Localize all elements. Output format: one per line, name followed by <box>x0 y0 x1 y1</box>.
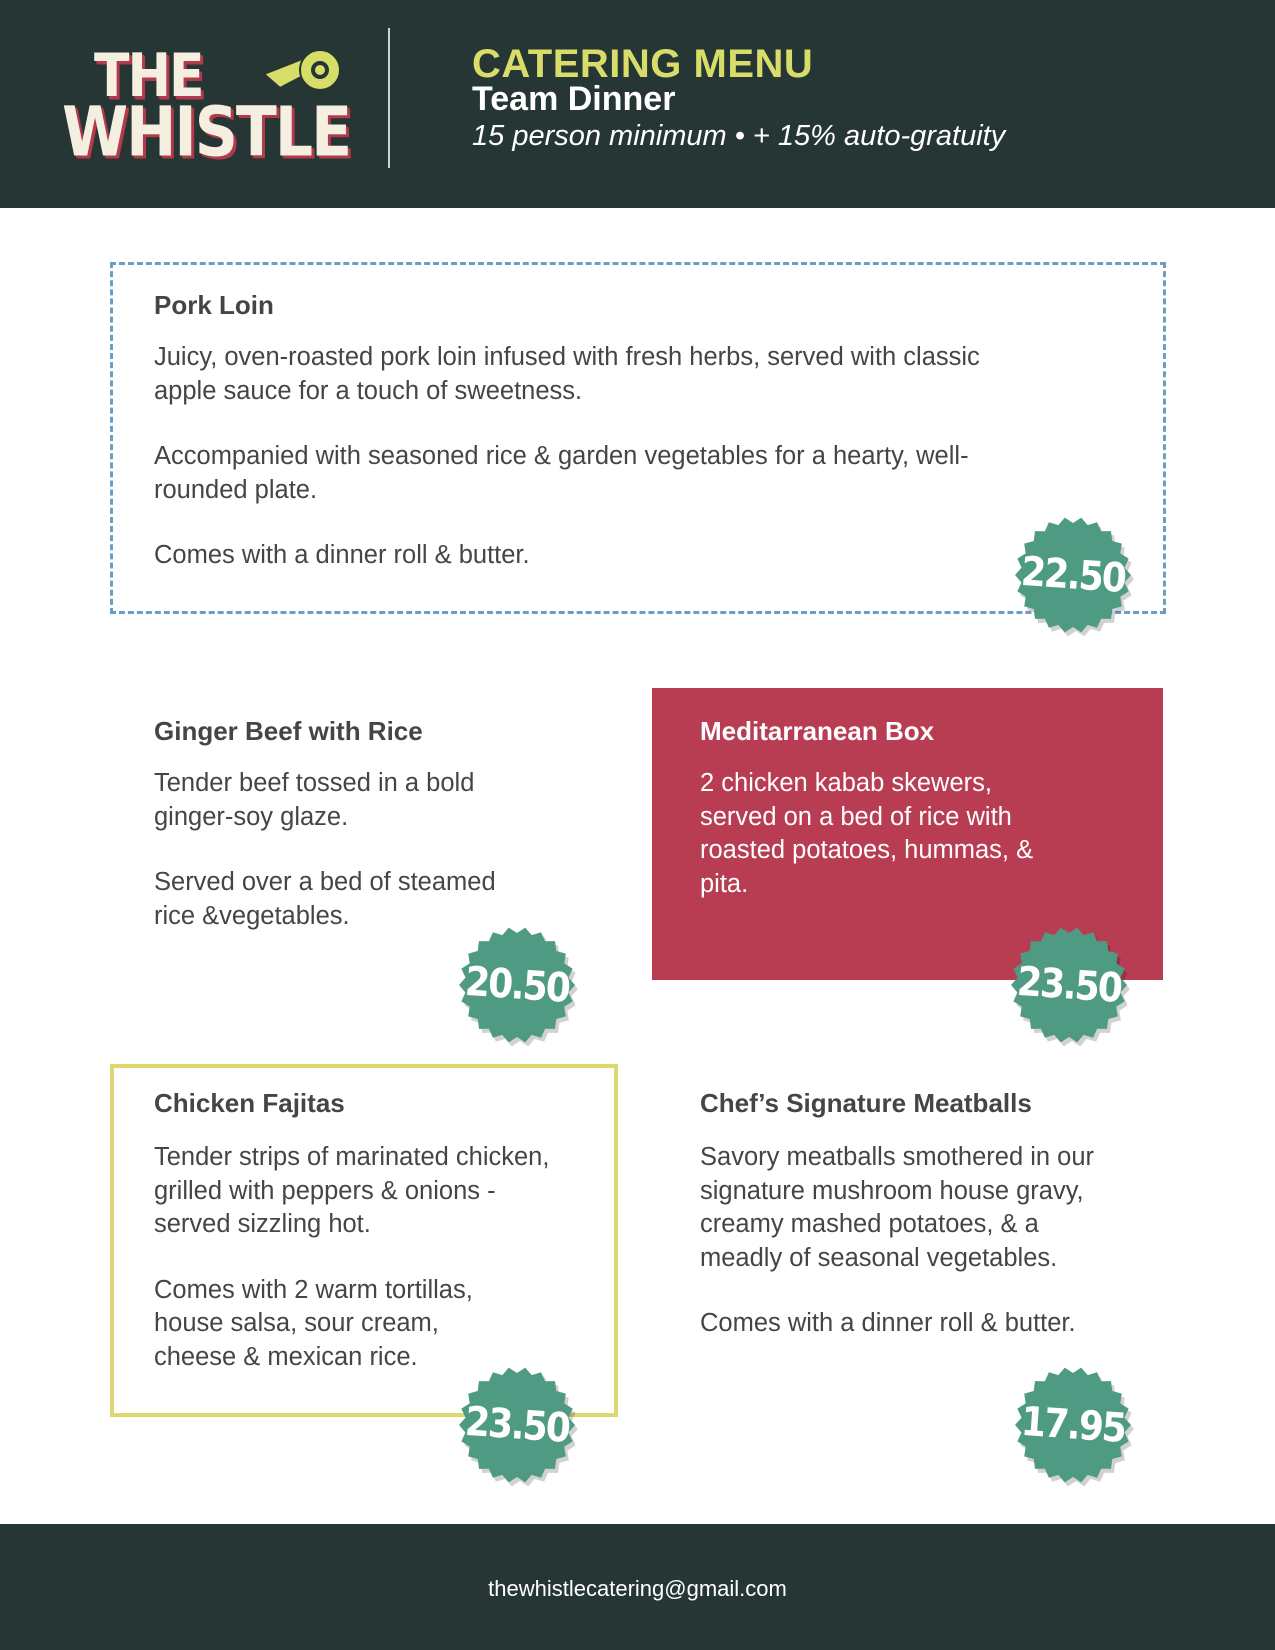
item-name: Chicken Fajitas <box>154 1088 345 1118</box>
price-label: 17.95 <box>1019 1398 1127 1452</box>
item-description: Tender beef tossed in a bold ginger-soy glaze. <box>154 769 475 831</box>
brand-logo <box>62 40 351 173</box>
menu-item <box>700 716 1140 933</box>
contact-email[interactable]: thewhistlecatering@gmail.com <box>488 1576 787 1601</box>
menu-item <box>700 1088 1160 1373</box>
item-description: Comes with 2 warm tortillas, house salsa, sour cream, cheese & mexican rice. <box>154 1275 473 1371</box>
item-description: Served over a bed of steamed rice &vegetables. <box>154 868 496 930</box>
price-badge <box>1010 1362 1136 1488</box>
item-name: Meditarranean Box <box>700 716 935 746</box>
item-name: Ginger Beef with Rice <box>154 716 423 746</box>
menu-item <box>154 290 1114 605</box>
item-description: Tender strips of marinated chicken, grilled with peppers & onions - served sizzling hot. <box>154 1143 550 1238</box>
logo-line-1: THE <box>94 42 203 111</box>
price-badge <box>1010 512 1136 638</box>
menu-title: CATERING MENU <box>472 42 814 86</box>
footer-banner <box>0 1524 1275 1650</box>
price-label: 22.50 <box>1019 548 1127 602</box>
logo-line-2: WHISTLE <box>62 92 351 173</box>
price-badge <box>454 1362 580 1488</box>
price-label: 23.50 <box>1015 958 1123 1012</box>
price-badge <box>1006 922 1132 1048</box>
item-description: Juicy, oven-roasted pork loin infused with fresh herbs, served with classic apple sauce for a touch of sweetness. <box>154 343 980 405</box>
item-name: Chef’s Signature Meatballs <box>700 1088 1032 1118</box>
item-description: 2 chicken kabab skewers, served on a bed of rice with roasted potatoes, hummas, & pita. <box>700 769 1034 898</box>
header-divider <box>388 28 390 168</box>
price-label: 23.50 <box>463 1398 571 1452</box>
item-description: Comes with a dinner roll & butter. <box>700 1309 1076 1337</box>
item-description: Accompanied with seasoned rice & garden vegetables for a hearty, well- rounded plate. <box>154 442 969 504</box>
item-description: Savory meatballs smothered in our signature mushroom house gravy, creamy mashed potatoes, & a meadly of seasonal vegetables. <box>700 1143 1095 1272</box>
item-description: Comes with a dinner roll & butter. <box>154 541 530 569</box>
price-badge <box>454 922 580 1048</box>
price-label: 20.50 <box>463 958 571 1012</box>
header-banner <box>0 0 1275 208</box>
item-name: Pork Loin <box>154 290 274 320</box>
menu-note: 15 person minimum • + 15% auto-gratuity <box>472 120 1006 152</box>
menu-subtitle: Team Dinner <box>472 80 676 118</box>
